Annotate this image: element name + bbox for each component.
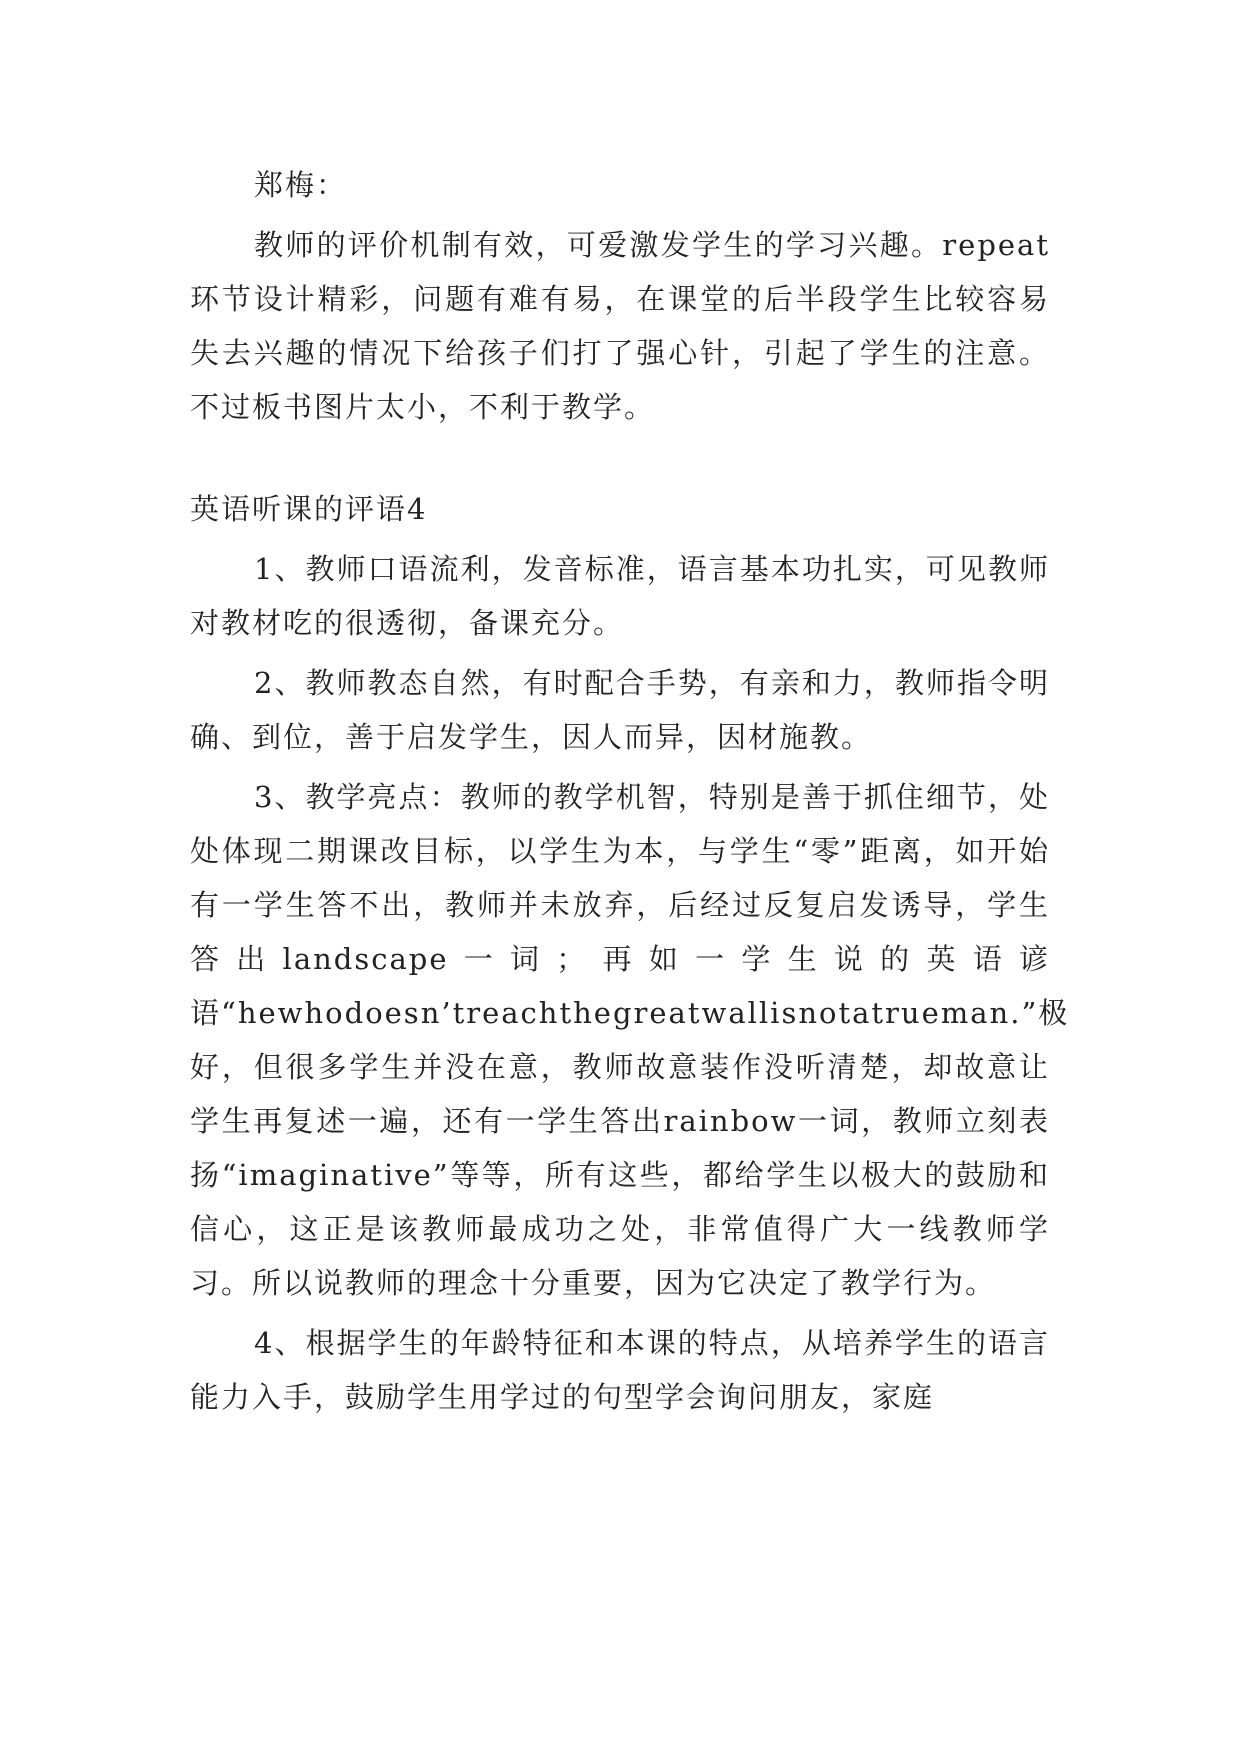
list-item: 4、根据学生的年龄特征和本课的特点，从培养学生的语言能力入手，鼓励学生用学过的句型学会询问朋友，家庭 [190,1326,1050,1414]
speaker-comment: 教师的评价机制有效，可爱激发学生的学习兴趣。repeat环节设计精彩，问题有难有易，在课堂的后半段学生比较容易失去兴趣的情况下给孩子们打了强心针，引起了学生的注意。不过板书图片太小，不利于教学。 [190,228,1050,424]
list-item: 1、教师口语流利，发音标准，语言基本功扎实，可见教师对教材吃的很透彻，备课充分。 [190,552,1050,640]
list-item: 3、教学亮点：教师的教学机智，特别是善于抓住细节，处处体现二期课改目标，以学生为本，与学生“零”距离，如开始有一学生答不出，教师并未放弃，后经过反复启发诱导，学生答出landscape一词；再如一学生说的英语谚语“hewhodoesn’treachthegreatwallisnotatrueman.”极好，但很多学生并没在意，教师故意装作没听清楚，却故意让学生再复述一遍，还有一学生答出rainbow一词，教师立刻表扬“imaginative”等等，所有这些，都给学生以极大的鼓励和信心，这正是该教师最成功之处，非常值得广大一线教师学习。所以说教师的理念十分重要，因为它决定了教学行为。 [190,780,1070,1300]
document-body [190,158,1070,1430]
section-heading: 英语听课的评语4 [190,492,428,526]
list-item: 2、教师教态自然，有时配合手势，有亲和力，教师指令明确、到位，善于启发学生，因人而异，因材施教。 [190,666,1050,754]
speaker-name: 郑梅： [254,168,348,202]
